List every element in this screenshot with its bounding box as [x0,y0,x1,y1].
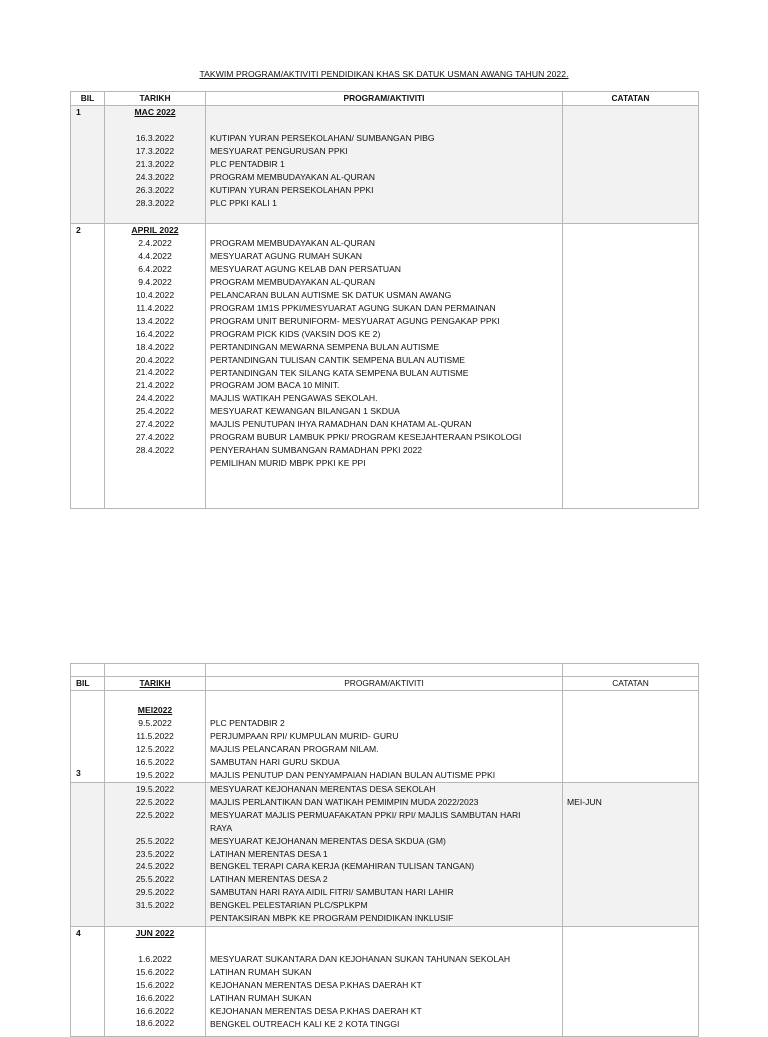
date-text: 21.4.2022 [135,367,175,378]
program-text: MESYUARAT AGUNG RUMAH SUKAN [210,250,363,261]
program-cell [206,691,563,783]
date-text [105,822,205,835]
program-text: PROGRAM BUBUR LAMBUK PPKI/ PROGRAM KESEJAHTERAAN PSIKOLOGI [210,432,522,443]
section-row-mac [71,106,699,224]
program-text: MAJLIS PELANCARAN PROGRAM NILAM. [210,743,379,754]
date-text: 13.4.2022 [135,315,175,326]
date-cell [105,106,206,224]
date-list [105,783,205,925]
program-text: PROGRAM PICK KIDS (VAKSIN DOS KE 2) [210,328,381,339]
program-text: BENGKEL TERAPI CARA KERJA (KEMAHIRAN TULISAN TANGAN) [210,861,475,872]
bil-cell: 1 [71,106,105,224]
program-text: MESYUARAT KEJOHANAN MERENTAS DESA SKDUA (GM) [210,835,446,846]
date-text: 25.5.2022 [135,874,175,885]
date-text: 9.5.2022 [138,717,172,728]
program-text: PROGRAM 1M1S PPKI/MESYUARAT AGUNG SUKAN DAN PERMAINAN [210,302,496,313]
date-text: 1.6.2022 [138,953,172,964]
program-text: PROGRAM MEMBUDAYAKAN AL-QURAN [210,171,375,182]
date-text: 21.4.2022 [135,380,175,391]
date-list [105,953,205,1031]
date-text: 2.4.2022 [138,237,172,248]
date-cell [105,926,206,1036]
program-text: PERTANDINGAN TEK SILANG KATA SEMPENA BULAN AUTISME [210,367,469,378]
program-text: BENGKEL OUTREACH KALI KE 2 KOTA TINGGI [210,1018,400,1029]
header-tarikh: TARIKH [105,677,206,691]
date-text: 29.5.2022 [135,887,175,898]
header-bil: BIL [71,92,105,106]
program-text: PENYERAHAN SUMBANGAN RAMADHAN PPKI 2022 [210,445,423,456]
date-text: 20.4.2022 [135,354,175,365]
date-text: 18.4.2022 [135,341,175,352]
date-text: 16.6.2022 [135,992,175,1003]
date-cell [105,224,206,509]
section-row-jun [71,926,699,1036]
program-text: MESYUARAT SUKANTARA DAN KEJOHANAN SUKAN TAHUNAN SEKOLAH [210,953,511,964]
date-text: 19.5.2022 [135,783,175,794]
program-text: PERJUMPAAN RPI/ KUMPULAN MURID- GURU [210,730,399,741]
bil-cell [71,782,105,926]
header-catatan: CATATAN [563,92,699,106]
document-title: TAKWIM PROGRAM/AKTIVITI PENDIDIKAN KHAS SK DATUK USMAN AWANG TAHUN 2022. [199,69,569,79]
table-header-row [71,92,699,106]
program-text: PROGRAM UNIT BERUNIFORM- MESYUARAT AGUNG PENGAKAP PPKI [210,315,500,326]
program-cell [206,224,563,509]
program-text: MAJLIS PENUTUP DAN PENYAMPAIAN HADIAN BULAN AUTISME PPKI [210,769,496,780]
table-header-row [71,677,699,691]
date-text [105,457,205,470]
program-text: KEJOHANAN MERENTAS DESA P.KHAS DAERAH KT [210,1005,422,1016]
section-row-mei-jun [71,782,699,926]
date-text: 21.3.2022 [135,158,175,169]
program-cell [206,926,563,1036]
month-label: MEI2022 [137,705,173,715]
program-list [206,237,562,470]
empty-row [71,664,699,677]
date-text: 16.3.2022 [135,132,175,143]
date-text: 24.5.2022 [135,861,175,872]
program-text: LATIHAN MERENTAS DESA 1 [210,848,328,859]
header-program: PROGRAM/AKTIVITI [206,92,563,106]
program-text: LATIHAN RUMAH SUKAN [210,992,312,1003]
schedule-table-2 [70,663,699,1037]
bil-cell: 2 [71,224,105,509]
program-text: MAJLIS PERLANTIKAN DAN WATIKAH PEMIMPIN MUDA 2022/2023 [210,796,479,807]
catatan-cell [563,691,699,783]
program-text: PEMILIHAN MURID MBPK PPKI KE PPI [210,458,366,469]
month-label: MAC 2022 [134,107,176,117]
program-text: PLC PPKI KALI 1 [210,197,277,208]
date-text [105,912,205,925]
date-text: 18.6.2022 [135,1018,175,1029]
date-text: 4.4.2022 [138,250,172,261]
date-text: 23.5.2022 [135,848,175,859]
date-text: 25.5.2022 [135,835,175,846]
program-text: PERTANDINGAN MEWARNA SEMPENA BULAN AUTISME [210,341,440,352]
program-text: MESYUARAT KEJOHANAN MERENTAS DESA SEKOLAH [210,783,436,794]
program-text: LATIHAN MERENTAS DESA 2 [210,874,328,885]
program-text: SAMBUTAN HARI GURU SKDUA [210,756,340,767]
date-text: 22.5.2022 [135,809,175,820]
section-row-april [71,224,699,509]
program-text: MAJLIS WATIKAH PENGAWAS SEKOLAH. [210,393,378,404]
date-list [105,237,205,470]
program-text: PROGRAM MEMBUDAYAKAN AL-QURAN [210,276,375,287]
catatan-cell [563,782,699,926]
program-text: MESYUARAT PENGURUSAN PPKI [210,145,348,156]
program-list [206,783,562,925]
date-text: 11.5.2022 [136,730,174,741]
program-text: KUTIPAN YURAN PERSEKOLAHAN PPKI [210,184,374,195]
date-text: 16.6.2022 [135,1005,175,1016]
date-text: 6.4.2022 [138,263,172,274]
header-program: PROGRAM/AKTIVITI [206,677,563,691]
schedule-table-1 [70,91,699,509]
program-text: PENTAKSIRAN MBPK KE PROGRAM PENDIDIKAN INKLUSIF [210,913,454,924]
program-text: SAMBUTAN HARI RAYA AIDIL FITRI/ SAMBUTAN HARI LAHIR [210,887,454,898]
program-cell [206,782,563,926]
date-text: 11.4.2022 [136,302,174,313]
bil-cell: 3 [71,691,105,783]
date-text: 19.5.2022 [135,769,175,780]
section-row-mei [71,691,699,783]
date-text: 9.4.2022 [138,276,172,287]
date-text: 31.5.2022 [135,900,175,911]
date-text: 17.3.2022 [135,145,175,156]
date-text: 27.4.2022 [135,432,175,443]
catatan-cell [563,106,699,224]
program-text: PROGRAM JOM BACA 10 MINIT. [210,380,340,391]
date-text: 24.3.2022 [135,171,175,182]
date-text: 22.5.2022 [135,796,175,807]
program-list [206,953,562,1031]
program-text: PROGRAM MEMBUDAYAKAN AL-QURAN [210,238,375,248]
program-list [206,717,562,782]
month-label: JUN 2022 [135,927,175,938]
date-text: 24.4.2022 [135,393,175,404]
date-text: 10.4.2022 [135,289,175,300]
program-text: KEJOHANAN MERENTAS DESA P.KHAS DAERAH KT [210,979,422,990]
header-catatan: CATATAN [563,677,699,691]
program-text: MESYUARAT AGUNG KELAB DAN PERSATUAN [210,263,402,274]
date-text: 16.5.2022 [135,756,175,767]
program-text: BENGKEL PELESTARIAN PLC/SPLKPM [210,900,368,911]
date-list [105,717,205,782]
program-text: PLC PENTADBIR 2 [210,718,285,728]
program-text: RAYA [210,822,233,833]
catatan-cell [563,926,699,1036]
catatan-cell [563,224,699,509]
month-label: APRIL 2022 [131,225,179,235]
header-bil: BIL [71,677,105,691]
program-text: PERTANDINGAN TULISAN CANTIK SEMPENA BULAN AUTISME [210,354,466,365]
date-text: 15.6.2022 [135,979,175,990]
program-text: PELANCARAN BULAN AUTISME SK DATUK USMAN AWANG [210,289,452,300]
date-cell [105,691,206,783]
program-text: LATIHAN RUMAH SUKAN [210,966,312,977]
program-text: MESYUARAT KEWANGAN BILANGAN 1 SKDUA [210,406,400,417]
program-text: MESYUARAT MAJLIS PERMUAFAKATAN PPKI/ RPI/ MAJLIS SAMBUTAN HARI [210,809,521,820]
bil-cell: 4 [71,926,105,1036]
program-text: MAJLIS PENUTUPAN IHYA RAMADHAN DAN KHATAM AL-QURAN [210,419,472,430]
date-text: 12.5.2022 [135,743,175,754]
date-text: 27.4.2022 [135,419,175,430]
date-text: 28.3.2022 [135,197,175,208]
program-cell [206,106,563,224]
header-tarikh: TARIKH [105,92,206,106]
program-list [206,132,562,210]
date-text: 25.4.2022 [135,406,175,417]
date-text: 28.4.2022 [135,445,175,456]
date-cell [105,782,206,926]
date-text: 16.4.2022 [135,328,175,339]
program-text: PLC PENTADBIR 1 [210,158,285,169]
date-text: 15.6.2022 [135,966,175,977]
program-text: KUTIPAN YURAN PERSEKOLAHAN/ SUMBANGAN PIBG [210,133,435,143]
date-list [105,132,205,210]
catatan-note: MEI-JUN [567,796,602,807]
date-text: 26.3.2022 [135,184,175,195]
